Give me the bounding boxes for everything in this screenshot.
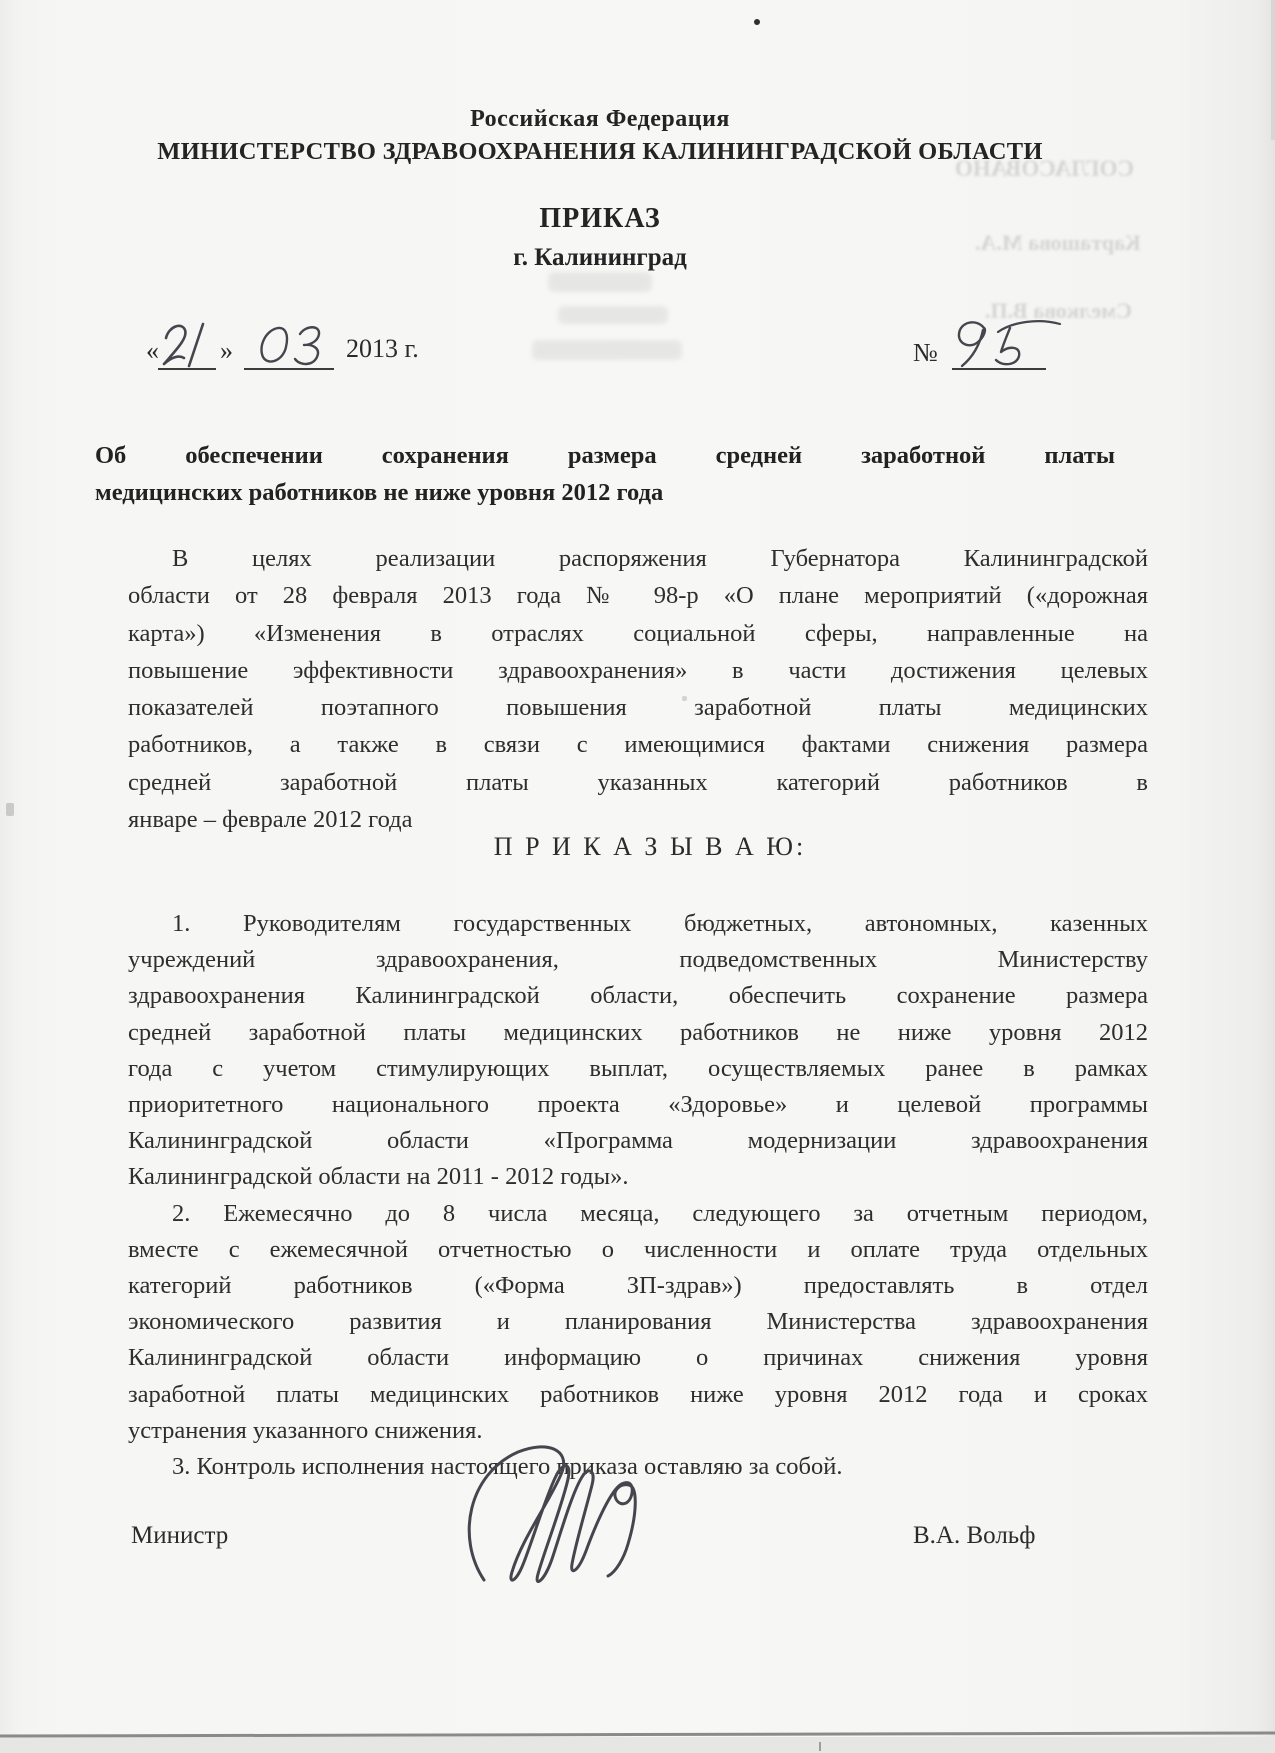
text-line: Калининградской области на 2011 - 2012 годы».: [128, 1163, 629, 1191]
number-sign-label: №: [913, 338, 938, 367]
ministry-name: МИНИСТЕРСТВО ЗДРАВООХРАНЕНИЯ КАЛИНИНГРАДСКОЙ ОБЛАСТИ: [157, 138, 1043, 165]
handwritten-day: [156, 320, 220, 368]
text-line: показателей поэтапного повышения заработной платы медицинских: [128, 694, 1148, 722]
text-line: области от 28 февраля 2013 года № 98-р «О плане мероприятий («дорожная: [128, 582, 1148, 610]
bleedthrough-text: СОГЛАСОВАНО: [955, 156, 1135, 181]
text-line: Калининградской области «Программа модернизации здравоохранения: [128, 1127, 1148, 1155]
bleedthrough-text: Карташова М.А.: [975, 230, 1141, 255]
text-line: года с учетом стимулирующих выплат, осуществляемых ранее в рамках: [128, 1054, 1148, 1082]
date-close-quote: »: [220, 336, 233, 365]
text-line: экономического развития и планирования Министерства здравоохранения: [128, 1308, 1148, 1336]
document-header: [60, 103, 1140, 168]
order-items: [128, 906, 1148, 1485]
bleedthrough-mark: [532, 340, 682, 360]
date-year-label: 2013 г.: [346, 334, 419, 363]
scan-dot-artifact: [754, 19, 760, 25]
country-name: Российская Федерация: [470, 106, 730, 132]
text-line: 2. Ежемесячно до 8 числа месяца, следующего за отчетным периодом,: [172, 1199, 1148, 1227]
paper-edge-shadow: [1271, 0, 1275, 140]
text-line: заработной платы медицинских работников ниже уровня 2012 года и сроках: [128, 1380, 1148, 1408]
scan-tick-artifact: [819, 1742, 821, 1751]
text-line: В целях реализации распоряжения Губернатора Калининградской: [172, 545, 1148, 572]
scan-speck-artifact: [6, 803, 14, 816]
city-line: г. Калининград: [513, 244, 687, 271]
handwritten-month: [252, 322, 336, 368]
text-line: повышение эффективности здравоохранения» в части достижения целевых: [128, 656, 1148, 684]
month-underline: [244, 368, 334, 370]
intro-paragraph: [128, 540, 1148, 838]
signer-name-label: В.А. Вольф: [913, 1522, 1036, 1549]
text-line: медицинских работников не ниже уровня 2012 года: [95, 479, 664, 506]
text-line: Об обеспечении сохранения размера средней заработной платы: [95, 442, 1115, 469]
text-line: работников, а также в связи с имеющимися фактами снижения размера: [128, 731, 1148, 759]
text-line: приоритетного национального проекта «Здоровье» и целевой программы: [128, 1091, 1148, 1119]
signer-position-label: Министр: [131, 1522, 229, 1549]
order-title: [95, 437, 1115, 511]
text-line: средней заработной платы медицинских работников не ниже уровня 2012: [128, 1018, 1148, 1046]
text-line: 3. Контроль исполнения настоящего приказа оставляю за собой.: [172, 1453, 843, 1481]
text-line: 1. Руководителям государственных бюджетных, автономных, казенных: [172, 910, 1148, 937]
text-line: категорий работников («Форма ЗП-здрав») предоставлять в отдел: [128, 1272, 1148, 1300]
order-word: П Р И К А З Ы В А Ю:: [493, 832, 807, 861]
date-open-quote: «: [146, 336, 159, 365]
bleedthrough-mark: [548, 272, 652, 292]
text-line: январе – феврале 2012 года: [128, 806, 413, 834]
text-line: средней заработной платы указанных категорий работников в: [128, 768, 1148, 796]
text-line: Калининградской области информацию о причинах снижения уровня: [128, 1344, 1148, 1372]
text-line: учреждений здравоохранения, подведомственных Министерству: [128, 946, 1148, 974]
handwritten-number: [948, 316, 1064, 368]
bleedthrough-text: Смелкова В.П.: [985, 298, 1132, 323]
text-line: устранения указанного снижения.: [128, 1416, 483, 1444]
document-type-title: ПРИКАЗ: [539, 203, 661, 234]
text-line: здравоохранения Калининградской области, обеспечить сохранение размера: [128, 982, 1148, 1010]
text-line: карта») «Изменения в отраслях социальной сферы, направленные на: [128, 619, 1148, 647]
day-underline: [158, 368, 216, 370]
minister-signature: [460, 1440, 700, 1600]
bleedthrough-mark: [558, 306, 668, 324]
scanner-background-strip: [0, 1737, 1275, 1753]
order-item-1: [128, 906, 1148, 1196]
order-item-2: [128, 1196, 1148, 1449]
number-underline: [952, 368, 1046, 370]
text-line: вместе с ежемесячной отчетностью о численности и оплате труда отдельных: [128, 1235, 1148, 1263]
